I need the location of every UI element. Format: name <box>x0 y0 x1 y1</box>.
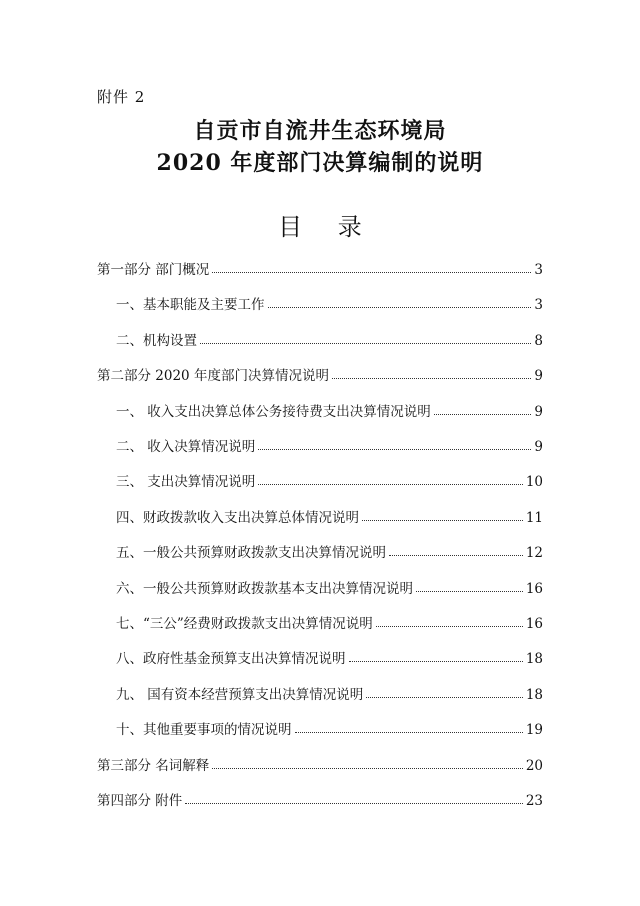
toc-entry-label: 二、机构设置 <box>116 332 197 349</box>
toc-dot-leader <box>366 697 523 698</box>
toc-entry[interactable] <box>116 539 543 561</box>
toc-entry[interactable] <box>116 291 543 313</box>
toc-entry-page-number: 9 <box>534 403 543 420</box>
toc-entry-page-number: 19 <box>525 722 543 739</box>
toc-entry-page-number: 18 <box>525 651 543 668</box>
toc-entry-label: 一、基本职能及主要工作 <box>116 297 265 314</box>
toc-dot-leader <box>258 449 531 450</box>
document-title-line2: 2020 年度部门决算编制的说明 <box>156 150 484 176</box>
toc-dot-leader <box>332 378 531 379</box>
toc-entry-label: 第三部分 名词解释 <box>97 757 210 774</box>
toc-entry[interactable] <box>116 327 543 349</box>
toc-entry-page-number: 23 <box>525 793 543 809</box>
toc-dot-leader <box>185 803 523 804</box>
toc-entry-label: 七、“三公”经费财政拨款支出决算情况说明 <box>116 616 373 632</box>
toc-entry-label: 三、 支出决算情况说明 <box>116 474 256 491</box>
toc-entry[interactable] <box>97 752 543 774</box>
toc-entry-page-number: 12 <box>525 545 543 562</box>
toc-entry-label: 一、 收入支出决算总体公务接待费支出决算情况说明 <box>116 403 431 420</box>
toc-entry[interactable] <box>116 398 543 420</box>
toc-entry-page-number: 16 <box>525 580 543 597</box>
toc-entry-page-number: 9 <box>534 368 543 385</box>
toc-entry[interactable] <box>116 504 543 526</box>
toc-dot-leader <box>434 414 532 415</box>
toc-dot-leader <box>349 661 523 662</box>
toc-entry-page-number: 3 <box>534 297 543 314</box>
toc-dot-leader <box>258 484 523 485</box>
toc-entry[interactable] <box>116 610 543 632</box>
toc-entry-label: 六、一般公共预算财政拨款基本支出决算情况说明 <box>116 580 413 597</box>
toc-heading: 目 录 <box>278 213 376 241</box>
toc-entry[interactable] <box>116 433 543 455</box>
toc-entry-label: 第四部分 附件 <box>97 793 183 809</box>
toc-dot-leader <box>212 272 531 273</box>
toc-entry-label: 第一部分 部门概况 <box>97 262 210 278</box>
toc-entry-page-number: 3 <box>534 262 543 278</box>
toc-dot-leader <box>200 343 531 344</box>
toc-entry-label: 八、政府性基金预算支出决算情况说明 <box>116 651 346 668</box>
toc-entry-label: 四、财政拨款收入支出决算总体情况说明 <box>116 509 359 526</box>
toc-dot-leader <box>212 768 523 769</box>
toc-entry[interactable] <box>116 716 543 738</box>
toc-entry[interactable] <box>116 468 543 490</box>
toc-entry-page-number: 11 <box>525 509 543 526</box>
toc-entry-page-number: 8 <box>534 332 543 349</box>
toc-entry-label: 二、 收入决算情况说明 <box>116 439 256 455</box>
toc-entry-label: 九、 国有资本经营预算支出决算情况说明 <box>116 686 364 703</box>
toc-entry-label: 第二部分 2020 年度部门决算情况说明 <box>97 368 329 385</box>
toc-entry[interactable] <box>116 681 543 703</box>
toc-entry-label: 十、其他重要事项的情况说明 <box>116 722 292 739</box>
toc-entry-page-number: 16 <box>525 616 543 632</box>
toc-entry-page-number: 9 <box>534 439 543 455</box>
toc-entry-label: 五、一般公共预算财政拨款支出决算情况说明 <box>116 545 386 562</box>
toc-dot-leader <box>389 555 523 556</box>
toc-dot-leader <box>295 732 523 733</box>
toc-dot-leader <box>376 626 523 627</box>
toc-dot-leader <box>268 307 532 308</box>
toc-entry[interactable] <box>97 787 543 809</box>
toc-entry-page-number: 20 <box>525 757 543 774</box>
toc-entry[interactable] <box>97 256 543 278</box>
attachment-label: 附件 2 <box>97 88 146 106</box>
toc-entry-page-number: 18 <box>525 686 543 703</box>
toc-entry[interactable] <box>97 362 543 384</box>
toc-entry[interactable] <box>116 645 543 667</box>
toc-dot-leader <box>362 520 523 521</box>
document-title-line1: 自贡市自流井生态环境局 <box>193 118 447 144</box>
toc-entry[interactable] <box>116 575 543 597</box>
toc-entry-page-number: 10 <box>525 474 543 491</box>
toc-dot-leader <box>416 591 523 592</box>
